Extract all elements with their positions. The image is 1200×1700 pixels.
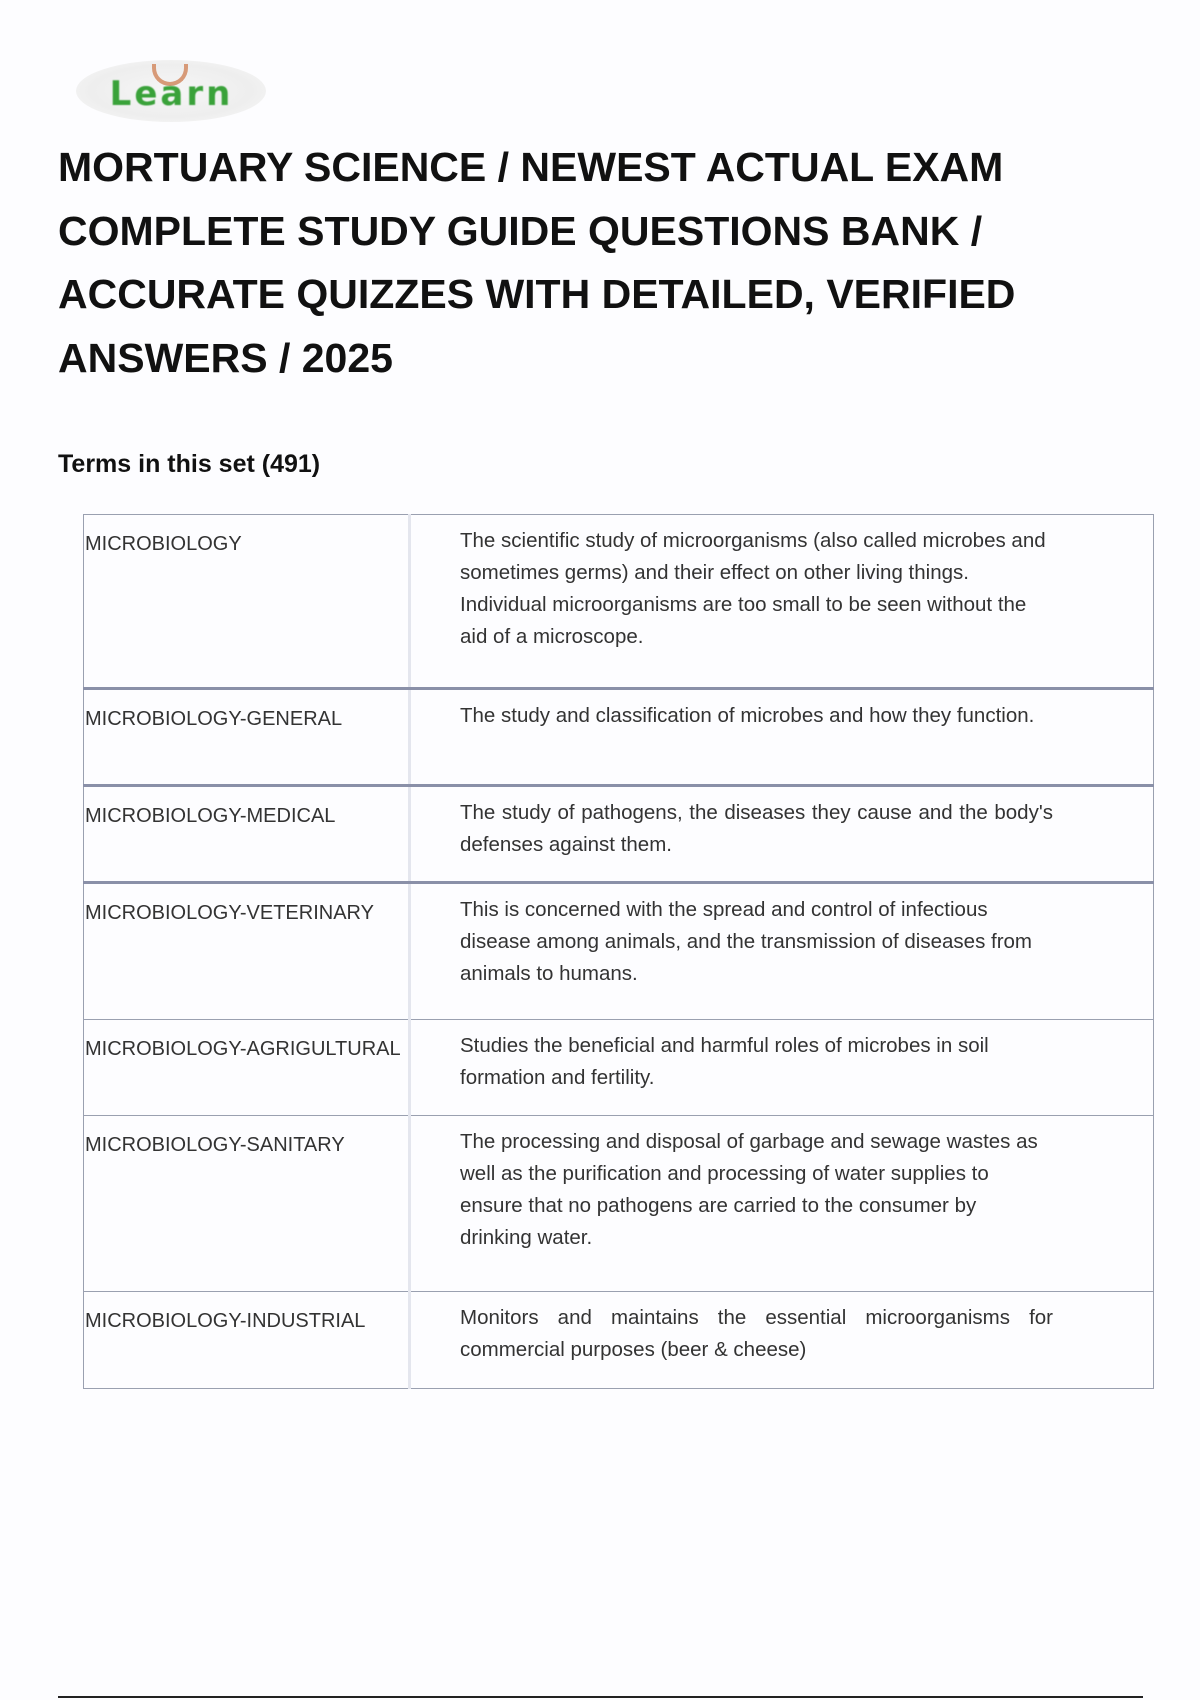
term-cell: MICROBIOLOGY bbox=[84, 515, 410, 689]
definition-cell: Monitors and maintains the essential microorganisms for commercial purposes (beer & cheese) bbox=[410, 1292, 1154, 1389]
definition-cell: The study and classification of microbes and how they function. bbox=[410, 689, 1154, 786]
table-row bbox=[84, 786, 1154, 883]
term-cell: MICROBIOLOGY-INDUSTRIAL bbox=[84, 1292, 410, 1389]
definition-cell: This is concerned with the spread and control of infectious disease among animals, and the transmission of diseases from animals to humans. bbox=[410, 883, 1154, 1020]
table-row bbox=[84, 883, 1154, 1020]
definition-cell: Studies the beneficial and harmful roles of microbes in soil formation and fertility. bbox=[410, 1020, 1154, 1116]
table-row bbox=[84, 1292, 1154, 1389]
table-row bbox=[84, 689, 1154, 786]
definition-cell: The study of pathogens, the diseases they cause and the body's defenses against them. bbox=[410, 786, 1154, 883]
table-row bbox=[84, 1020, 1154, 1116]
learn-logo bbox=[76, 60, 266, 122]
definition-cell: The scientific study of microorganisms (also called microbes and sometimes germs) and their effect on other living things. Individual microorganisms are too small to be seen without the aid of a microscope. bbox=[410, 515, 1154, 689]
definition-cell: The processing and disposal of garbage and sewage wastes as well as the purification and processing of water supplies to ensure that no pathogens are carried to the consumer by drinking water. bbox=[410, 1116, 1154, 1292]
term-cell: MICROBIOLOGY-VETERINARY bbox=[84, 883, 410, 1020]
term-cell: MICROBIOLOGY-GENERAL bbox=[84, 689, 410, 786]
logo-text: Learn bbox=[109, 74, 234, 114]
footer-divider bbox=[58, 1696, 1143, 1698]
table-row bbox=[84, 1116, 1154, 1292]
term-cell: MICROBIOLOGY-MEDICAL bbox=[84, 786, 410, 883]
terms-table bbox=[83, 514, 1154, 1389]
document-title: MORTUARY SCIENCE / NEWEST ACTUAL EXAM COMPLETE STUDY GUIDE QUESTIONS BANK / ACCURATE QUIZZES WITH DETAILED, VERIFIED ANSWERS / 2025 bbox=[58, 144, 1016, 381]
terms-heading: Terms in this set (491) bbox=[58, 450, 321, 478]
term-cell: MICROBIOLOGY-SANITARY bbox=[84, 1116, 410, 1292]
term-cell: MICROBIOLOGY-AGRIGULTURAL bbox=[84, 1020, 410, 1116]
table-row bbox=[84, 515, 1154, 689]
